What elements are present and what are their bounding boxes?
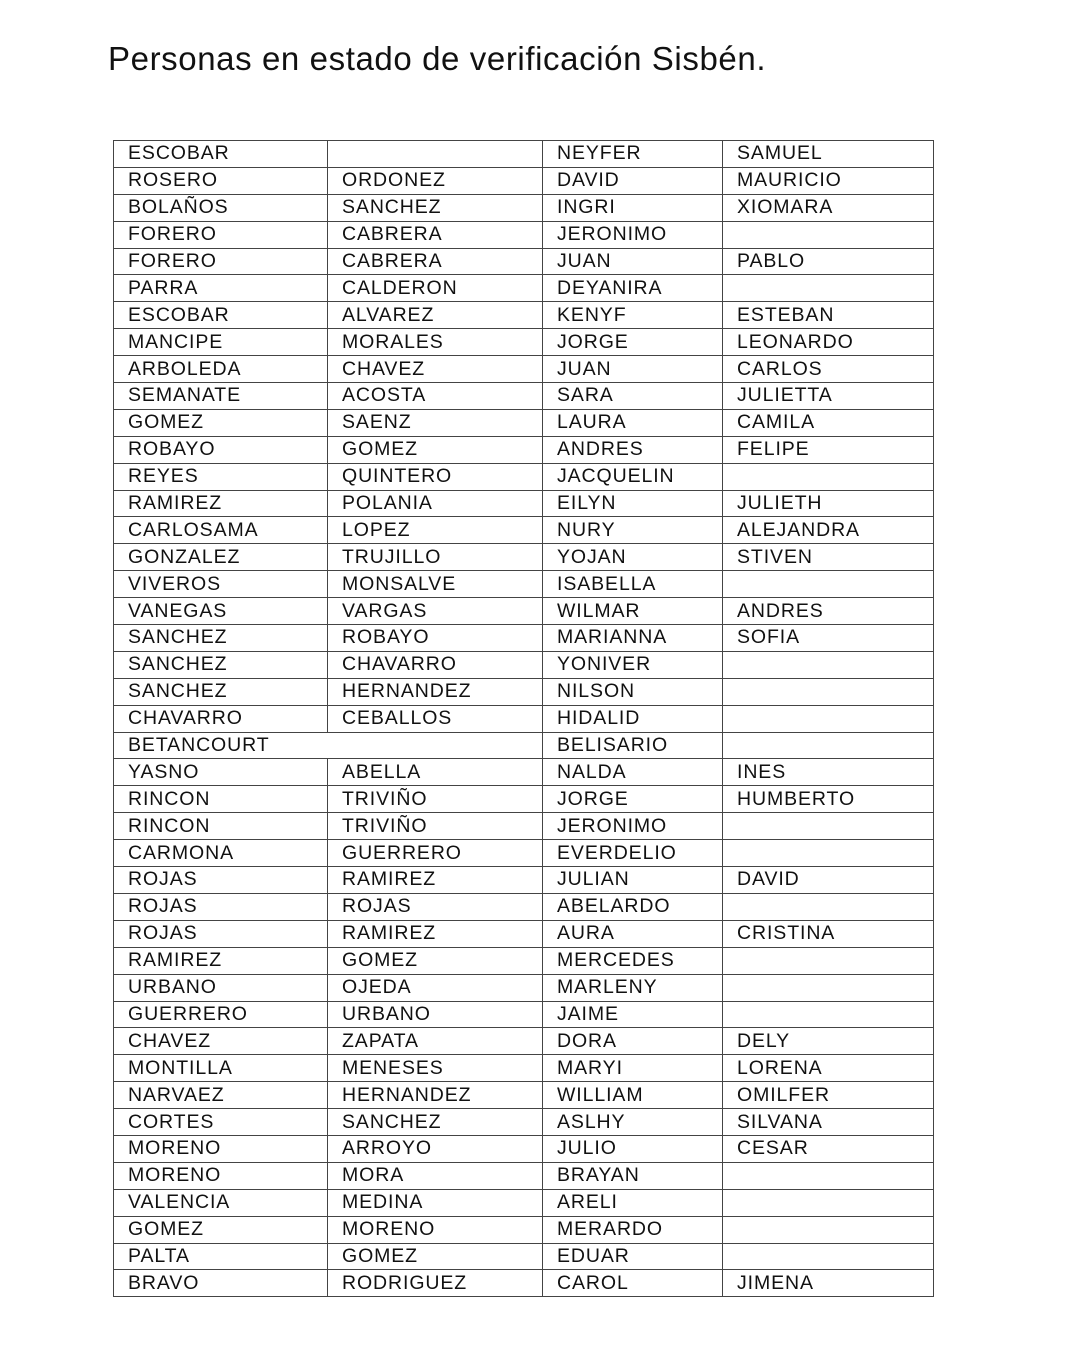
cell-second-name: JULIETH xyxy=(723,490,934,517)
cell-first-name: WILMAR xyxy=(543,598,723,625)
table-row xyxy=(114,1135,934,1162)
cell-second-name xyxy=(723,840,934,867)
cell-first-name: ASLHY xyxy=(543,1109,723,1136)
cell-second-name xyxy=(723,1162,934,1189)
cell-second-name: XIOMARA xyxy=(723,194,934,221)
cell-second-surname: MONSALVE xyxy=(328,571,543,598)
cell-first-name: EVERDELIO xyxy=(543,840,723,867)
cell-second-name xyxy=(723,813,934,840)
cell-first-surname: GUERRERO xyxy=(114,1001,328,1028)
cell-first-name: LAURA xyxy=(543,409,723,436)
cell-first-surname: ROJAS xyxy=(114,920,328,947)
cell-first-surname: SANCHEZ xyxy=(114,678,328,705)
persons-table xyxy=(113,140,934,1297)
cell-second-surname: POLANIA xyxy=(328,490,543,517)
cell-second-name: CRISTINA xyxy=(723,920,934,947)
cell-second-surname: SAENZ xyxy=(328,409,543,436)
table-row xyxy=(114,1243,934,1270)
cell-second-surname: TRIVIÑO xyxy=(328,786,543,813)
cell-first-surname: RINCON xyxy=(114,813,328,840)
table-row xyxy=(114,651,934,678)
cell-first-name: JACQUELIN xyxy=(543,463,723,490)
cell-first-surname: ESCOBAR xyxy=(114,141,328,168)
table-row xyxy=(114,920,934,947)
cell-second-surname: ARROYO xyxy=(328,1135,543,1162)
cell-second-name xyxy=(723,947,934,974)
cell-second-name: CAMILA xyxy=(723,409,934,436)
table-row xyxy=(114,490,934,517)
cell-second-surname: ORDONEZ xyxy=(328,167,543,194)
cell-first-surname: ROSERO xyxy=(114,167,328,194)
cell-first-surname: ESCOBAR xyxy=(114,302,328,329)
table-row xyxy=(114,974,934,1001)
cell-first-name: JULIO xyxy=(543,1135,723,1162)
cell-second-name: INES xyxy=(723,759,934,786)
table-row xyxy=(114,409,934,436)
cell-second-surname: GOMEZ xyxy=(328,947,543,974)
cell-first-surname: CHAVEZ xyxy=(114,1028,328,1055)
cell-second-name xyxy=(723,1001,934,1028)
cell-first-surname: NARVAEZ xyxy=(114,1082,328,1109)
table-row xyxy=(114,786,934,813)
table-row xyxy=(114,1189,934,1216)
cell-first-name: CAROL xyxy=(543,1270,723,1297)
cell-first-surname: YASNO xyxy=(114,759,328,786)
cell-first-name: INGRI xyxy=(543,194,723,221)
cell-second-surname: ABELLA xyxy=(328,759,543,786)
table-row xyxy=(114,1162,934,1189)
cell-first-surname: CORTES xyxy=(114,1109,328,1136)
cell-first-name: EILYN xyxy=(543,490,723,517)
cell-second-name: SILVANA xyxy=(723,1109,934,1136)
cell-second-name: LEONARDO xyxy=(723,329,934,356)
cell-first-name: DORA xyxy=(543,1028,723,1055)
cell-first-name: NALDA xyxy=(543,759,723,786)
cell-second-name: ESTEBAN xyxy=(723,302,934,329)
cell-first-surname: MANCIPE xyxy=(114,329,328,356)
cell-second-surname: SANCHEZ xyxy=(328,1109,543,1136)
cell-first-surname: ROBAYO xyxy=(114,436,328,463)
cell-second-surname: RODRIGUEZ xyxy=(328,1270,543,1297)
cell-second-name xyxy=(723,463,934,490)
cell-second-name xyxy=(723,221,934,248)
cell-first-name: ABELARDO xyxy=(543,893,723,920)
cell-first-name: JORGE xyxy=(543,786,723,813)
cell-first-name: HIDALID xyxy=(543,705,723,732)
cell-second-surname: GOMEZ xyxy=(328,1243,543,1270)
cell-second-name: DELY xyxy=(723,1028,934,1055)
cell-second-surname: MENESES xyxy=(328,1055,543,1082)
table-row xyxy=(114,275,934,302)
table-row xyxy=(114,436,934,463)
cell-first-surname: FORERO xyxy=(114,221,328,248)
table-row xyxy=(114,1270,934,1297)
cell-second-surname: HERNANDEZ xyxy=(328,1082,543,1109)
cell-first-surname: MONTILLA xyxy=(114,1055,328,1082)
cell-first-surname: SANCHEZ xyxy=(114,651,328,678)
cell-second-surname: CHAVARRO xyxy=(328,651,543,678)
cell-first-name: DAVID xyxy=(543,167,723,194)
table-row xyxy=(114,1055,934,1082)
cell-second-name xyxy=(723,705,934,732)
cell-first-surname: REYES xyxy=(114,463,328,490)
cell-second-name: HUMBERTO xyxy=(723,786,934,813)
cell-first-name: YOJAN xyxy=(543,544,723,571)
cell-second-name: ALEJANDRA xyxy=(723,517,934,544)
cell-first-surname: VIVEROS xyxy=(114,571,328,598)
cell-first-surname: SANCHEZ xyxy=(114,625,328,652)
cell-first-surname: BETANCOURT xyxy=(114,732,543,759)
table-row xyxy=(114,840,934,867)
table-row xyxy=(114,544,934,571)
cell-second-name: JIMENA xyxy=(723,1270,934,1297)
cell-first-name: ANDRES xyxy=(543,436,723,463)
cell-first-surname: SEMANATE xyxy=(114,383,328,410)
cell-second-name: FELIPE xyxy=(723,436,934,463)
cell-first-surname: PARRA xyxy=(114,275,328,302)
cell-first-name: NURY xyxy=(543,517,723,544)
table-row xyxy=(114,705,934,732)
cell-first-surname: CARMONA xyxy=(114,840,328,867)
cell-second-surname: URBANO xyxy=(328,1001,543,1028)
cell-first-name: NEYFER xyxy=(543,141,723,168)
cell-first-surname: BRAVO xyxy=(114,1270,328,1297)
cell-second-surname: LOPEZ xyxy=(328,517,543,544)
cell-first-name: MARIANNA xyxy=(543,625,723,652)
cell-first-name: MARYI xyxy=(543,1055,723,1082)
cell-first-surname: RAMIREZ xyxy=(114,490,328,517)
cell-second-surname xyxy=(328,141,543,168)
cell-first-name: ISABELLA xyxy=(543,571,723,598)
cell-second-name: LORENA xyxy=(723,1055,934,1082)
table-row xyxy=(114,947,934,974)
cell-second-surname: HERNANDEZ xyxy=(328,678,543,705)
cell-second-name xyxy=(723,1216,934,1243)
cell-second-surname: CHAVEZ xyxy=(328,356,543,383)
cell-first-surname: MORENO xyxy=(114,1135,328,1162)
cell-second-surname: ZAPATA xyxy=(328,1028,543,1055)
cell-second-name xyxy=(723,732,934,759)
cell-first-surname: RAMIREZ xyxy=(114,947,328,974)
table-row xyxy=(114,678,934,705)
cell-first-surname: VANEGAS xyxy=(114,598,328,625)
cell-first-name: MERCEDES xyxy=(543,947,723,974)
cell-second-surname: GUERRERO xyxy=(328,840,543,867)
cell-second-surname: QUINTERO xyxy=(328,463,543,490)
cell-second-name: CARLOS xyxy=(723,356,934,383)
cell-second-surname: SANCHEZ xyxy=(328,194,543,221)
table-row xyxy=(114,813,934,840)
table-row xyxy=(114,329,934,356)
table-row xyxy=(114,1109,934,1136)
cell-second-name: DAVID xyxy=(723,867,934,894)
table-row xyxy=(114,732,934,759)
cell-second-name xyxy=(723,974,934,1001)
table-row xyxy=(114,517,934,544)
cell-second-surname: CABRERA xyxy=(328,248,543,275)
table-row xyxy=(114,1001,934,1028)
table-row xyxy=(114,194,934,221)
cell-second-surname: MORA xyxy=(328,1162,543,1189)
cell-first-name: JULIAN xyxy=(543,867,723,894)
cell-first-surname: URBANO xyxy=(114,974,328,1001)
cell-first-surname: PALTA xyxy=(114,1243,328,1270)
cell-first-name: MARLENY xyxy=(543,974,723,1001)
cell-second-surname: ROJAS xyxy=(328,893,543,920)
table-row xyxy=(114,598,934,625)
cell-second-surname: OJEDA xyxy=(328,974,543,1001)
cell-second-name xyxy=(723,1189,934,1216)
cell-second-surname: MEDINA xyxy=(328,1189,543,1216)
cell-first-name: JUAN xyxy=(543,248,723,275)
cell-first-surname: VALENCIA xyxy=(114,1189,328,1216)
cell-second-surname: CALDERON xyxy=(328,275,543,302)
cell-second-surname: ACOSTA xyxy=(328,383,543,410)
cell-first-surname: MORENO xyxy=(114,1162,328,1189)
cell-first-surname: ROJAS xyxy=(114,867,328,894)
cell-first-name: JERONIMO xyxy=(543,813,723,840)
cell-second-name xyxy=(723,1243,934,1270)
table-row xyxy=(114,356,934,383)
cell-first-surname: ROJAS xyxy=(114,893,328,920)
cell-second-surname: MORALES xyxy=(328,329,543,356)
cell-second-name xyxy=(723,678,934,705)
table-row xyxy=(114,1216,934,1243)
cell-first-name: EDUAR xyxy=(543,1243,723,1270)
cell-first-name: DEYANIRA xyxy=(543,275,723,302)
cell-first-name: AURA xyxy=(543,920,723,947)
cell-second-name: SAMUEL xyxy=(723,141,934,168)
table-row xyxy=(114,463,934,490)
table-row xyxy=(114,248,934,275)
cell-second-surname: VARGAS xyxy=(328,598,543,625)
cell-second-surname: RAMIREZ xyxy=(328,867,543,894)
table-row xyxy=(114,1028,934,1055)
table-row xyxy=(114,867,934,894)
cell-second-name: SOFIA xyxy=(723,625,934,652)
cell-first-name: ARELI xyxy=(543,1189,723,1216)
cell-second-name xyxy=(723,571,934,598)
table-row xyxy=(114,221,934,248)
cell-second-name: MAURICIO xyxy=(723,167,934,194)
cell-second-surname: CEBALLOS xyxy=(328,705,543,732)
cell-first-name: JERONIMO xyxy=(543,221,723,248)
cell-first-surname: ARBOLEDA xyxy=(114,356,328,383)
cell-first-name: YONIVER xyxy=(543,651,723,678)
cell-first-name: NILSON xyxy=(543,678,723,705)
cell-second-name xyxy=(723,893,934,920)
table-row xyxy=(114,302,934,329)
cell-second-name: ANDRES xyxy=(723,598,934,625)
page-title: Personas en estado de verificación Sisbén. xyxy=(108,40,767,77)
cell-second-name xyxy=(723,275,934,302)
table-row xyxy=(114,893,934,920)
cell-second-name: OMILFER xyxy=(723,1082,934,1109)
cell-second-name xyxy=(723,651,934,678)
table-row xyxy=(114,167,934,194)
cell-first-surname: CARLOSAMA xyxy=(114,517,328,544)
table-row xyxy=(114,1082,934,1109)
cell-second-name: STIVEN xyxy=(723,544,934,571)
cell-first-name: JUAN xyxy=(543,356,723,383)
cell-first-name: WILLIAM xyxy=(543,1082,723,1109)
table-row xyxy=(114,383,934,410)
cell-first-surname: FORERO xyxy=(114,248,328,275)
cell-first-name: KENYF xyxy=(543,302,723,329)
cell-first-name: SARA xyxy=(543,383,723,410)
cell-second-surname: RAMIREZ xyxy=(328,920,543,947)
cell-first-name: MERARDO xyxy=(543,1216,723,1243)
cell-first-surname: GONZALEZ xyxy=(114,544,328,571)
cell-first-name: JAIME xyxy=(543,1001,723,1028)
cell-second-name: PABLO xyxy=(723,248,934,275)
cell-second-surname: TRIVIÑO xyxy=(328,813,543,840)
cell-second-name: JULIETTA xyxy=(723,383,934,410)
cell-second-surname: ALVAREZ xyxy=(328,302,543,329)
table-row xyxy=(114,141,934,168)
table-row xyxy=(114,625,934,652)
cell-second-surname: CABRERA xyxy=(328,221,543,248)
cell-second-surname: TRUJILLO xyxy=(328,544,543,571)
table-row xyxy=(114,571,934,598)
cell-first-name: JORGE xyxy=(543,329,723,356)
cell-second-surname: ROBAYO xyxy=(328,625,543,652)
cell-second-surname: GOMEZ xyxy=(328,436,543,463)
cell-first-surname: GOMEZ xyxy=(114,1216,328,1243)
cell-first-surname: RINCON xyxy=(114,786,328,813)
cell-first-surname: GOMEZ xyxy=(114,409,328,436)
cell-first-surname: CHAVARRO xyxy=(114,705,328,732)
cell-first-name: BRAYAN xyxy=(543,1162,723,1189)
cell-second-surname: MORENO xyxy=(328,1216,543,1243)
cell-second-name: CESAR xyxy=(723,1135,934,1162)
cell-first-surname: BOLAÑOS xyxy=(114,194,328,221)
cell-first-name: BELISARIO xyxy=(543,732,723,759)
table-row xyxy=(114,759,934,786)
